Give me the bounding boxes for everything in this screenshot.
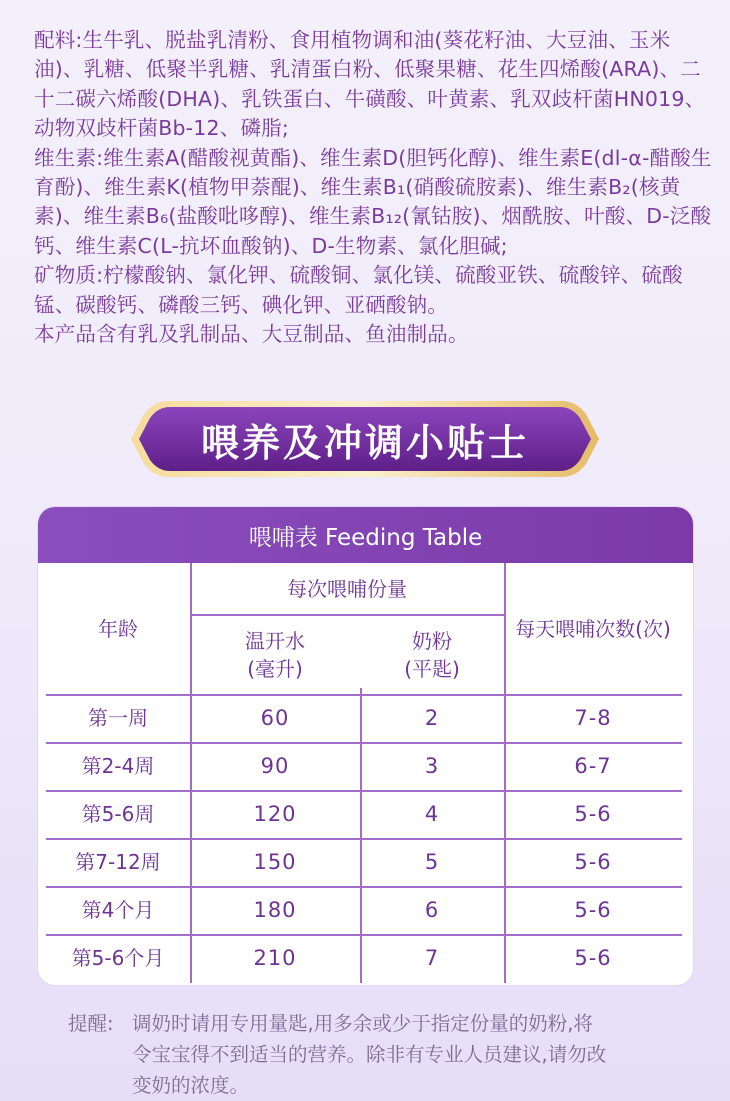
column-header-per-feed: 每次喂哺份量 xyxy=(287,576,407,601)
row-times: 5-6 xyxy=(574,946,612,970)
row-powder: 7 xyxy=(424,946,440,970)
allergen-statement: 本产品含有乳及乳制品、大豆制品、鱼油制品。 xyxy=(34,322,469,347)
column-header-times: 每天喂哺次数(次) xyxy=(515,616,671,641)
row-water: 180 xyxy=(253,898,297,922)
reminder-label: 提醒: xyxy=(68,1012,114,1035)
row-age: 第4个月 xyxy=(81,898,155,922)
ingredients-text xyxy=(34,26,714,349)
row-times: 6-7 xyxy=(574,754,612,778)
reminder-line-2: 令宝宝得不到适当的营养。除非有专业人员建议,请勿改 xyxy=(132,1043,607,1066)
row-water: 90 xyxy=(260,754,290,778)
row-times: 5-6 xyxy=(574,802,612,826)
ingredients-minerals: 矿物质:柠檬酸钠、氯化钾、硫酸铜、氯化镁、硫酸亚铁、硫酸锌、硫酸锰、碳酸钙、磷酸三钙、碘化钾、亚硒酸钠。 xyxy=(34,263,683,317)
reminder-line-3: 变奶的浓度。 xyxy=(132,1074,250,1097)
row-water: 120 xyxy=(253,802,297,826)
row-age: 第5-6个月 xyxy=(71,946,165,970)
row-times: 7-8 xyxy=(574,706,612,730)
reminder-note xyxy=(68,1008,688,1101)
row-age: 第5-6周 xyxy=(81,802,155,826)
row-age: 第一周 xyxy=(88,706,148,730)
ingredients-main: 配料:生牛乳、脱盐乳清粉、食用植物调和油(葵花籽油、大豆油、玉米油)、乳糖、低聚半乳糖、乳清蛋白粉、低聚果糖、花生四烯酸(ARA)、二十二碳六烯酸(DHA)、乳铁蛋白、牛磺酸、叶黄素、乳双歧杆菌HN019、动物双歧杆菌Bb-12、磷脂; xyxy=(34,28,706,141)
feeding-table-title: 喂哺表 Feeding Table xyxy=(38,507,693,563)
row-water: 210 xyxy=(253,946,297,970)
row-powder: 5 xyxy=(424,850,440,874)
row-age: 第7-12周 xyxy=(75,850,161,874)
row-water: 150 xyxy=(253,850,297,874)
row-powder: 6 xyxy=(424,898,440,922)
section-banner xyxy=(128,398,602,480)
column-header-powder: 奶粉 (平匙) xyxy=(404,629,460,681)
row-times: 5-6 xyxy=(574,898,612,922)
column-header-age: 年龄 xyxy=(98,616,138,641)
feeding-table-card xyxy=(37,506,694,986)
row-powder: 2 xyxy=(424,706,440,730)
banner-title: 喂养及冲调小贴士 xyxy=(200,420,529,465)
row-water: 60 xyxy=(260,706,290,730)
column-header-water: 温开水 (毫升) xyxy=(245,629,305,681)
reminder-line-1: 调奶时请用专用量匙,用多余或少于指定份量的奶粉,将 xyxy=(132,1012,593,1035)
row-times: 5-6 xyxy=(574,850,612,874)
row-age: 第2-4周 xyxy=(81,754,155,778)
row-powder: 4 xyxy=(424,802,440,826)
row-powder: 3 xyxy=(424,754,440,778)
ingredients-vitamins: 维生素:维生素A(醋酸视黄酯)、维生素D(胆钙化醇)、维生素E(dl-α-醋酸生育酚)、维生素K(植物甲萘醌)、维生素B₁(硝酸硫胺素)、维生素B₂(核黄素)、维生素B₆(盐酸吡哆醇)、维生素B₁₂(氰钴胺)、烟酰胺、叶酸、D-泛酸钙、维生素C(L-抗坏血酸钠)、D-生物素、氯化胆碱; xyxy=(34,145,712,258)
